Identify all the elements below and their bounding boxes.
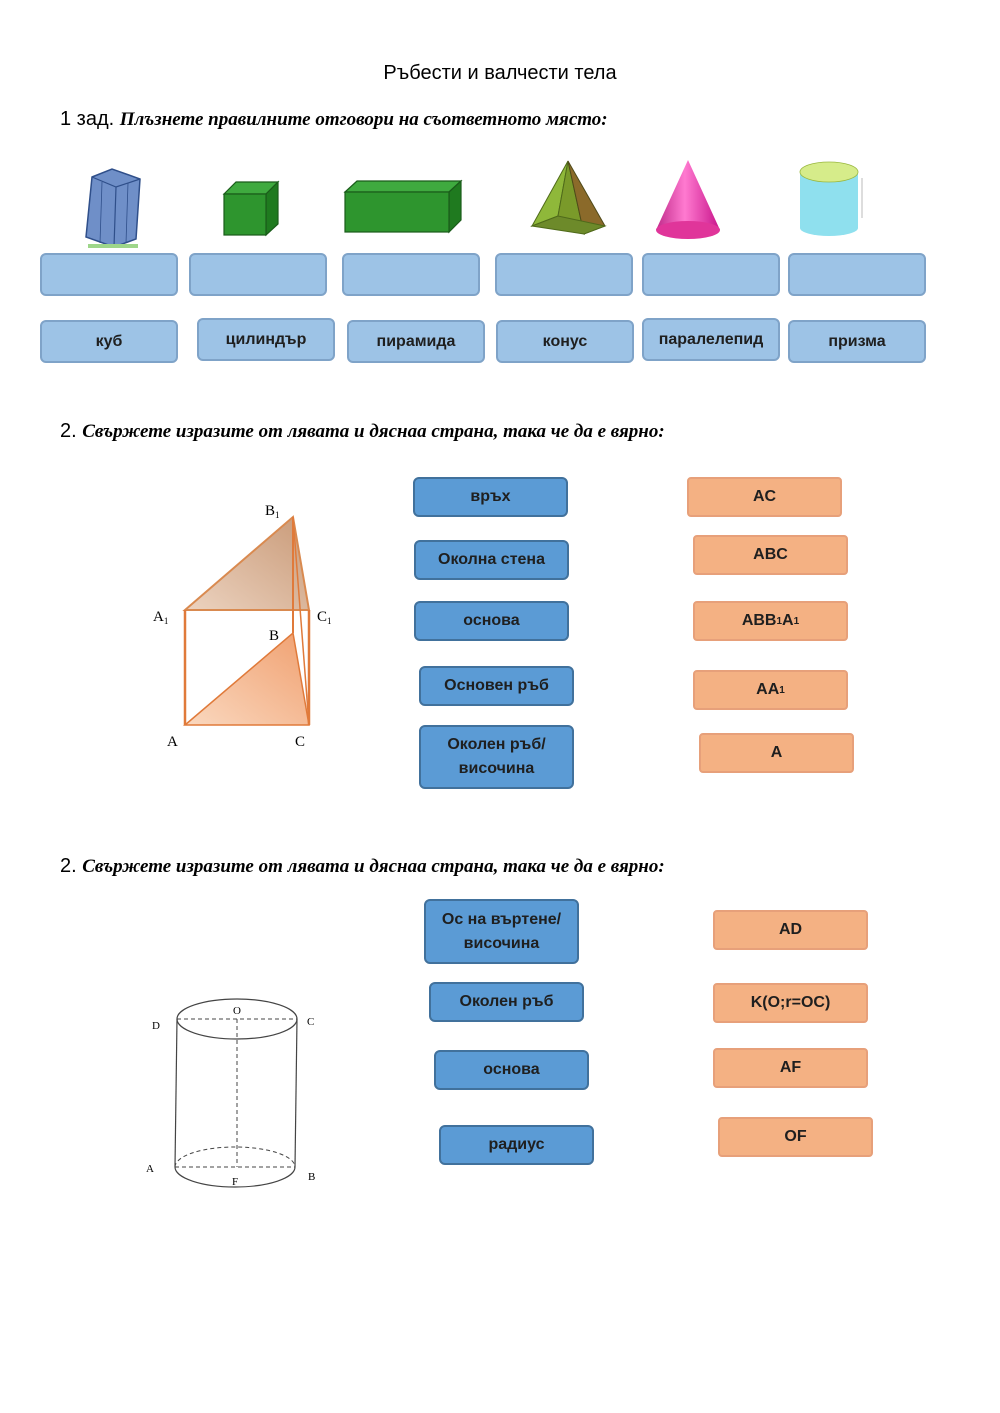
match-right-item[interactable]: ABC xyxy=(693,535,848,575)
answer-chip[interactable]: цилиндър xyxy=(197,318,335,361)
drop-target-3[interactable] xyxy=(342,253,480,296)
label-d: D xyxy=(152,1020,160,1032)
label-c: C xyxy=(295,734,306,750)
match-left-item[interactable]: Околен ръб/ височина xyxy=(419,725,574,789)
match-right-item[interactable]: AF xyxy=(713,1048,868,1088)
drop-target-2[interactable] xyxy=(189,253,327,296)
match-right-item[interactable]: AD xyxy=(713,910,868,950)
prism-image xyxy=(78,165,148,250)
answer-chip[interactable]: пирамида xyxy=(347,320,485,363)
match-right-item[interactable]: A xyxy=(699,733,854,773)
match-right-item[interactable]: AA 1 xyxy=(693,670,848,710)
cube-image xyxy=(222,178,282,238)
cone-image xyxy=(652,158,724,242)
match-left-item[interactable]: основа xyxy=(414,601,569,641)
task3-heading xyxy=(60,855,665,878)
match-left-item[interactable]: Околна стена xyxy=(414,540,569,580)
task2-heading xyxy=(60,420,665,443)
pyramid-image xyxy=(528,158,608,238)
task1-heading xyxy=(60,108,608,131)
match-left-item[interactable]: Ос на въртене/ височина xyxy=(424,899,579,964)
box-image xyxy=(343,178,463,236)
drop-target-5[interactable] xyxy=(642,253,780,296)
label-b: B xyxy=(308,1171,316,1183)
drop-target-6[interactable] xyxy=(788,253,926,296)
match-left-item[interactable]: радиус xyxy=(439,1125,594,1165)
label-b1: $B_1$ xyxy=(265,503,280,520)
label-f: F xyxy=(232,1176,239,1188)
answer-chip[interactable]: призма xyxy=(788,320,926,363)
answer-chip[interactable]: куб xyxy=(40,320,178,363)
match-right-item[interactable]: K(O;r=OC) xyxy=(713,983,868,1023)
match-right-item[interactable]: OF xyxy=(718,1117,873,1157)
drop-target-1[interactable] xyxy=(40,253,178,296)
match-right-item[interactable]: ABB 1 A 1 xyxy=(693,601,848,641)
label-c1: $C_1$ xyxy=(317,609,332,626)
task2-number: 2. xyxy=(60,420,77,442)
label-b: B xyxy=(269,628,280,644)
task2-instruction: Свържете изразите от лявата и дяснаа страна, така че да е вярно: xyxy=(82,421,665,442)
page-title: Ръбести и валчести тела xyxy=(383,62,617,84)
answer-chip[interactable]: паралелепид xyxy=(642,318,780,361)
match-left-item[interactable]: Основен ръб xyxy=(419,666,574,706)
task1-instruction: Плъзнете правилните отговори на съответното място: xyxy=(119,109,608,130)
match-right-item[interactable]: AC xyxy=(687,477,842,517)
label-a: A xyxy=(146,1163,154,1175)
cylinder-figure xyxy=(140,990,340,1195)
label-o: O xyxy=(233,1005,241,1017)
triangular-prism-figure xyxy=(145,495,355,755)
label-a: A xyxy=(167,734,178,750)
label-a1: $A_1$ xyxy=(153,609,169,626)
drop-target-4[interactable] xyxy=(495,253,633,296)
task3-instruction: Свържете изразите от лявата и дяснаа страна, така че да е вярно: xyxy=(82,856,665,877)
label-c: C xyxy=(307,1016,315,1028)
answer-chip[interactable]: конус xyxy=(496,320,634,363)
match-left-item[interactable]: основа xyxy=(434,1050,589,1090)
match-left-item[interactable]: връх xyxy=(413,477,568,517)
task1-number: 1 зад. xyxy=(60,108,115,130)
match-left-item[interactable]: Околен ръб xyxy=(429,982,584,1022)
cylinder-image xyxy=(796,158,870,238)
task3-number: 2. xyxy=(60,855,77,877)
